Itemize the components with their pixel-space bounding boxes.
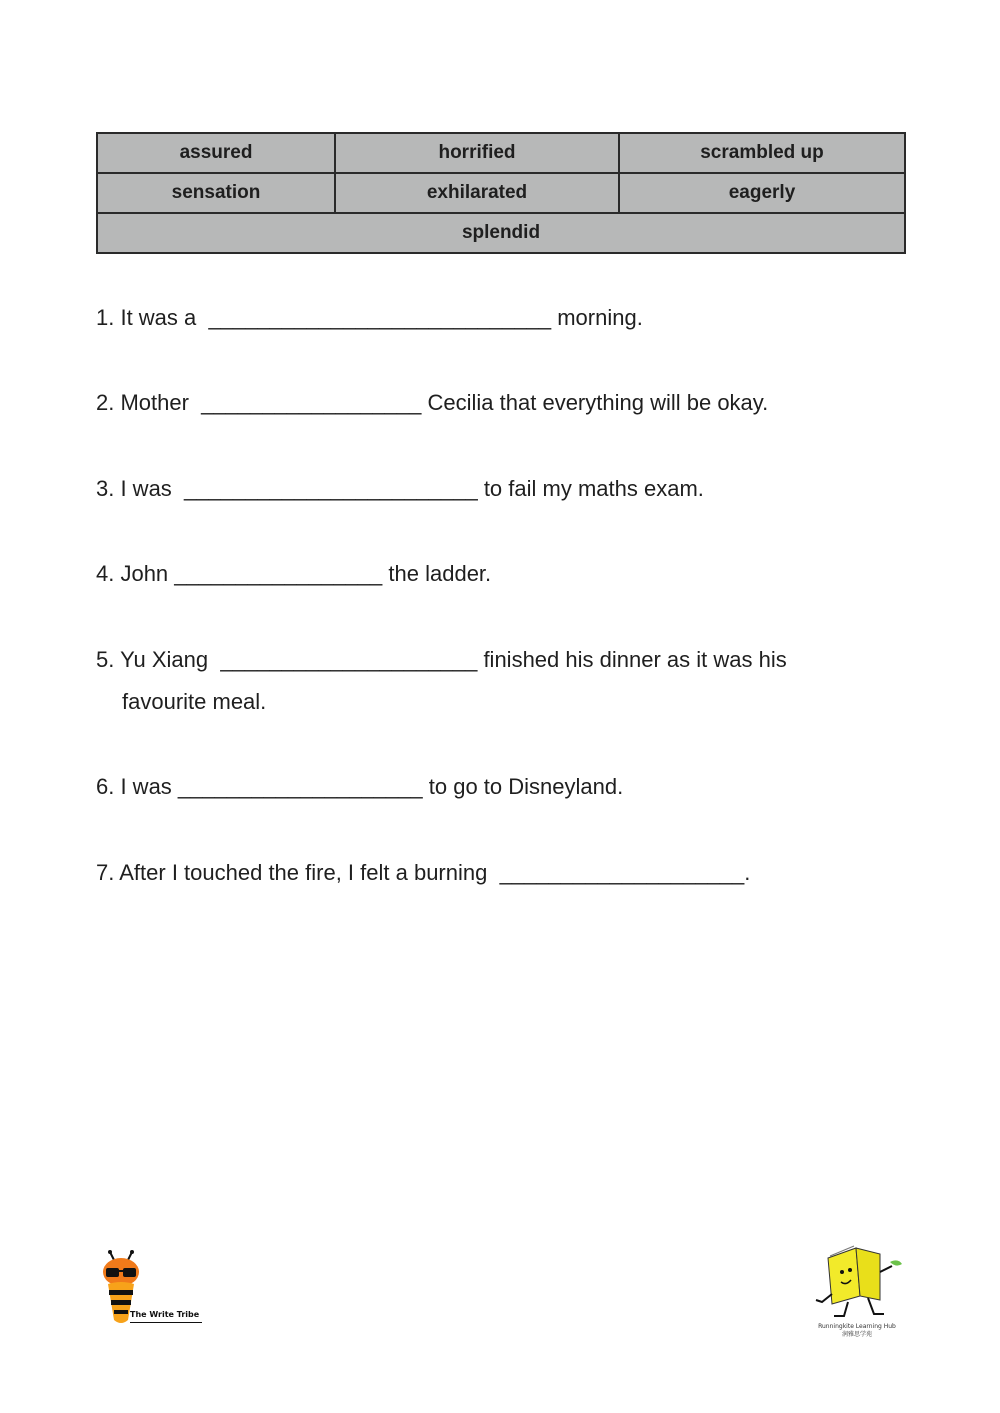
word-bank-cell: sensation	[97, 173, 335, 213]
word-bank-cell: assured	[97, 133, 335, 173]
question-5	[96, 639, 787, 723]
question-3	[96, 468, 704, 510]
question-text: Cecilia that everything will be okay.	[421, 390, 769, 415]
answer-blank[interactable]: __________________	[201, 390, 422, 415]
answer-blank[interactable]: ____________________	[499, 860, 745, 885]
question-4	[96, 553, 491, 595]
question-text: 5. Yu Xiang	[96, 647, 221, 672]
logo-right-caption-zh: 润雅思学苑	[841, 1331, 872, 1338]
word-bank-cell: exhilarated	[335, 173, 619, 213]
answer-blank[interactable]: ____________________________	[208, 305, 552, 330]
question-text: 7. After I touched the fire, I felt a burning	[96, 860, 500, 885]
logo-right-caption	[812, 1323, 902, 1339]
word-bank-cell: splendid	[97, 213, 905, 253]
question-text: 1. It was a	[96, 305, 209, 330]
question-6	[96, 766, 623, 808]
answer-blank[interactable]: _________________	[174, 561, 383, 586]
word-bank-cell: eagerly	[619, 173, 905, 213]
question-text: to fail my maths exam.	[477, 476, 704, 501]
question-text: finished his dinner as it was his	[477, 647, 787, 672]
question-text: 4. John	[96, 561, 175, 586]
question-1	[96, 297, 643, 339]
word-bank-cell: horrified	[335, 133, 619, 173]
question-text: to go to Disneyland.	[422, 774, 624, 799]
question-text: .	[744, 860, 751, 885]
question-text: 3. I was	[96, 476, 185, 501]
logo-underline	[130, 1322, 202, 1323]
question-7	[96, 852, 750, 894]
word-bank-cell: scrambled up	[619, 133, 905, 173]
word-bank-row	[97, 213, 905, 253]
question-2	[96, 382, 768, 424]
question-text: morning.	[551, 305, 643, 330]
word-bank-table	[96, 132, 906, 254]
answer-blank[interactable]: ____________________	[177, 774, 423, 799]
logo-right-caption-en: Runningkite Learning Hub	[818, 1323, 896, 1330]
question-continuation: favourite meal.	[122, 689, 267, 714]
question-text: 2. Mother	[96, 390, 202, 415]
answer-blank[interactable]: _____________________	[220, 647, 478, 672]
word-bank-row	[97, 133, 905, 173]
question-text: 6. I was	[96, 774, 178, 799]
question-text: the ladder.	[382, 561, 492, 586]
word-bank-row	[97, 173, 905, 213]
logo-left-caption: The Write Tribe	[130, 1310, 200, 1319]
answer-blank[interactable]: ________________________	[184, 476, 478, 501]
running-book-logo-icon	[808, 1244, 908, 1320]
